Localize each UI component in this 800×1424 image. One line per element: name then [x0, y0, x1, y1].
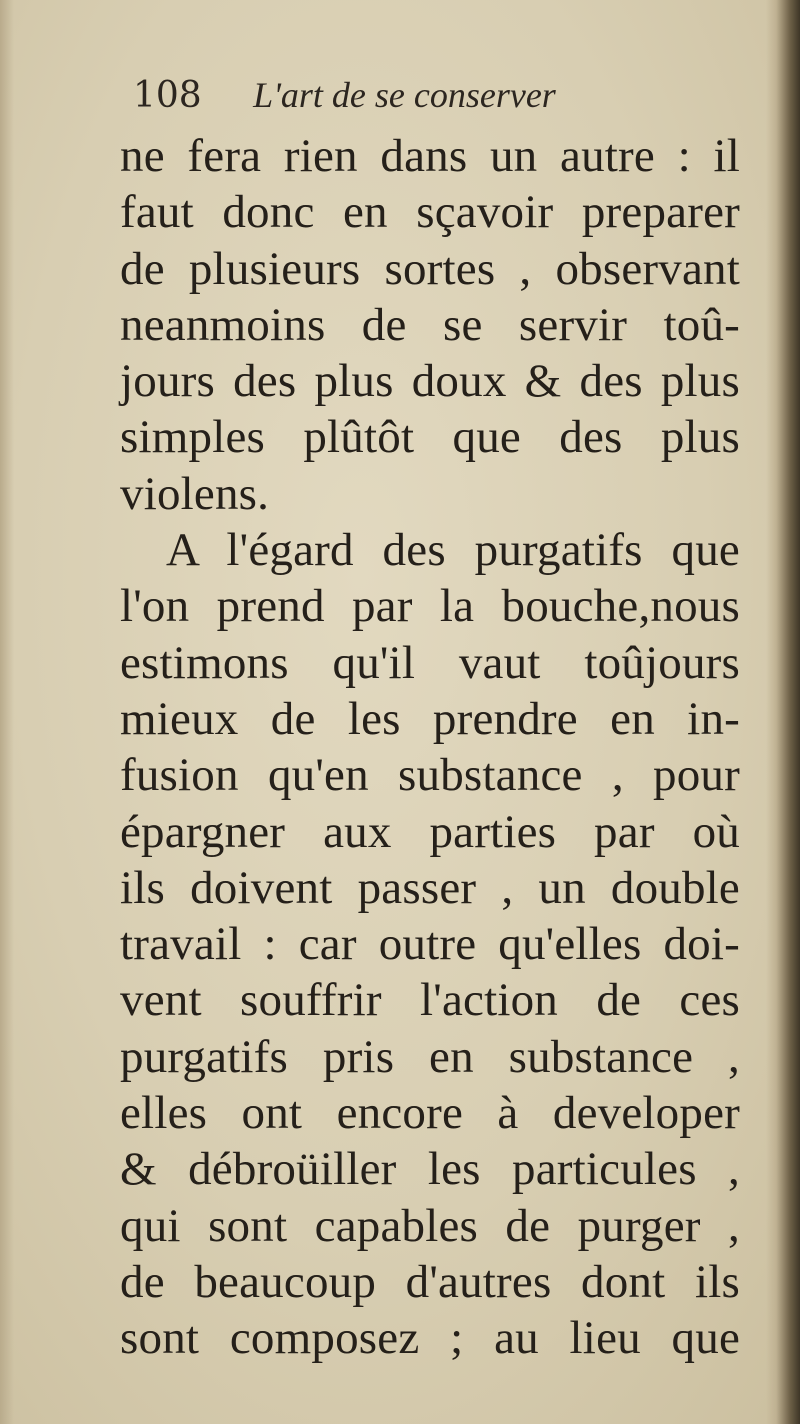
- running-header: [133, 74, 556, 126]
- text-line: de plusieurs sortes , observant: [120, 242, 740, 295]
- text-line: & débroüiller les particules ,: [120, 1143, 740, 1196]
- text-line: fusion qu'en substance , pour: [120, 749, 740, 802]
- text-line: de beaucoup d'autres dont ils: [120, 1255, 740, 1308]
- text-line: A l'égard des purgatifs que: [166, 524, 740, 577]
- text-line: neanmoins de se servir toû-: [120, 298, 740, 351]
- text-line: ils doivent passer , un double: [120, 861, 740, 914]
- text-line: sont composez ; au lieu que: [120, 1312, 740, 1365]
- text-line: mieux de les prendre en in-: [120, 692, 740, 745]
- text-line: elles ont encore à developer: [120, 1087, 740, 1140]
- page-number: 108: [133, 75, 202, 116]
- text-line: simples plûtôt que des plus: [120, 411, 740, 464]
- binding-gutter: [766, 0, 800, 1424]
- text-line: épargner aux parties par où: [120, 805, 740, 858]
- text-line: jours des plus doux & des plus: [120, 355, 740, 408]
- page-edge-shadow: [0, 0, 14, 1424]
- text-line: purgatifs pris en substance ,: [120, 1030, 740, 1083]
- text-line: travail : car outre qu'elles doi-: [120, 918, 740, 971]
- text-line: ne fera rien dans un autre : il: [120, 130, 740, 182]
- body-text: [120, 128, 740, 1367]
- text-line: l'on prend par la bouche,nous: [120, 580, 740, 633]
- text-line: estimons qu'il vaut toûjours: [120, 636, 740, 689]
- running-title: L'art de se conserver: [253, 75, 556, 115]
- text-line: violens.: [120, 467, 270, 520]
- text-line: faut donc en sçavoir preparer: [120, 186, 740, 239]
- text-line: vent souffrir l'action de ces: [120, 974, 740, 1027]
- text-line: qui sont capables de purger ,: [120, 1199, 740, 1252]
